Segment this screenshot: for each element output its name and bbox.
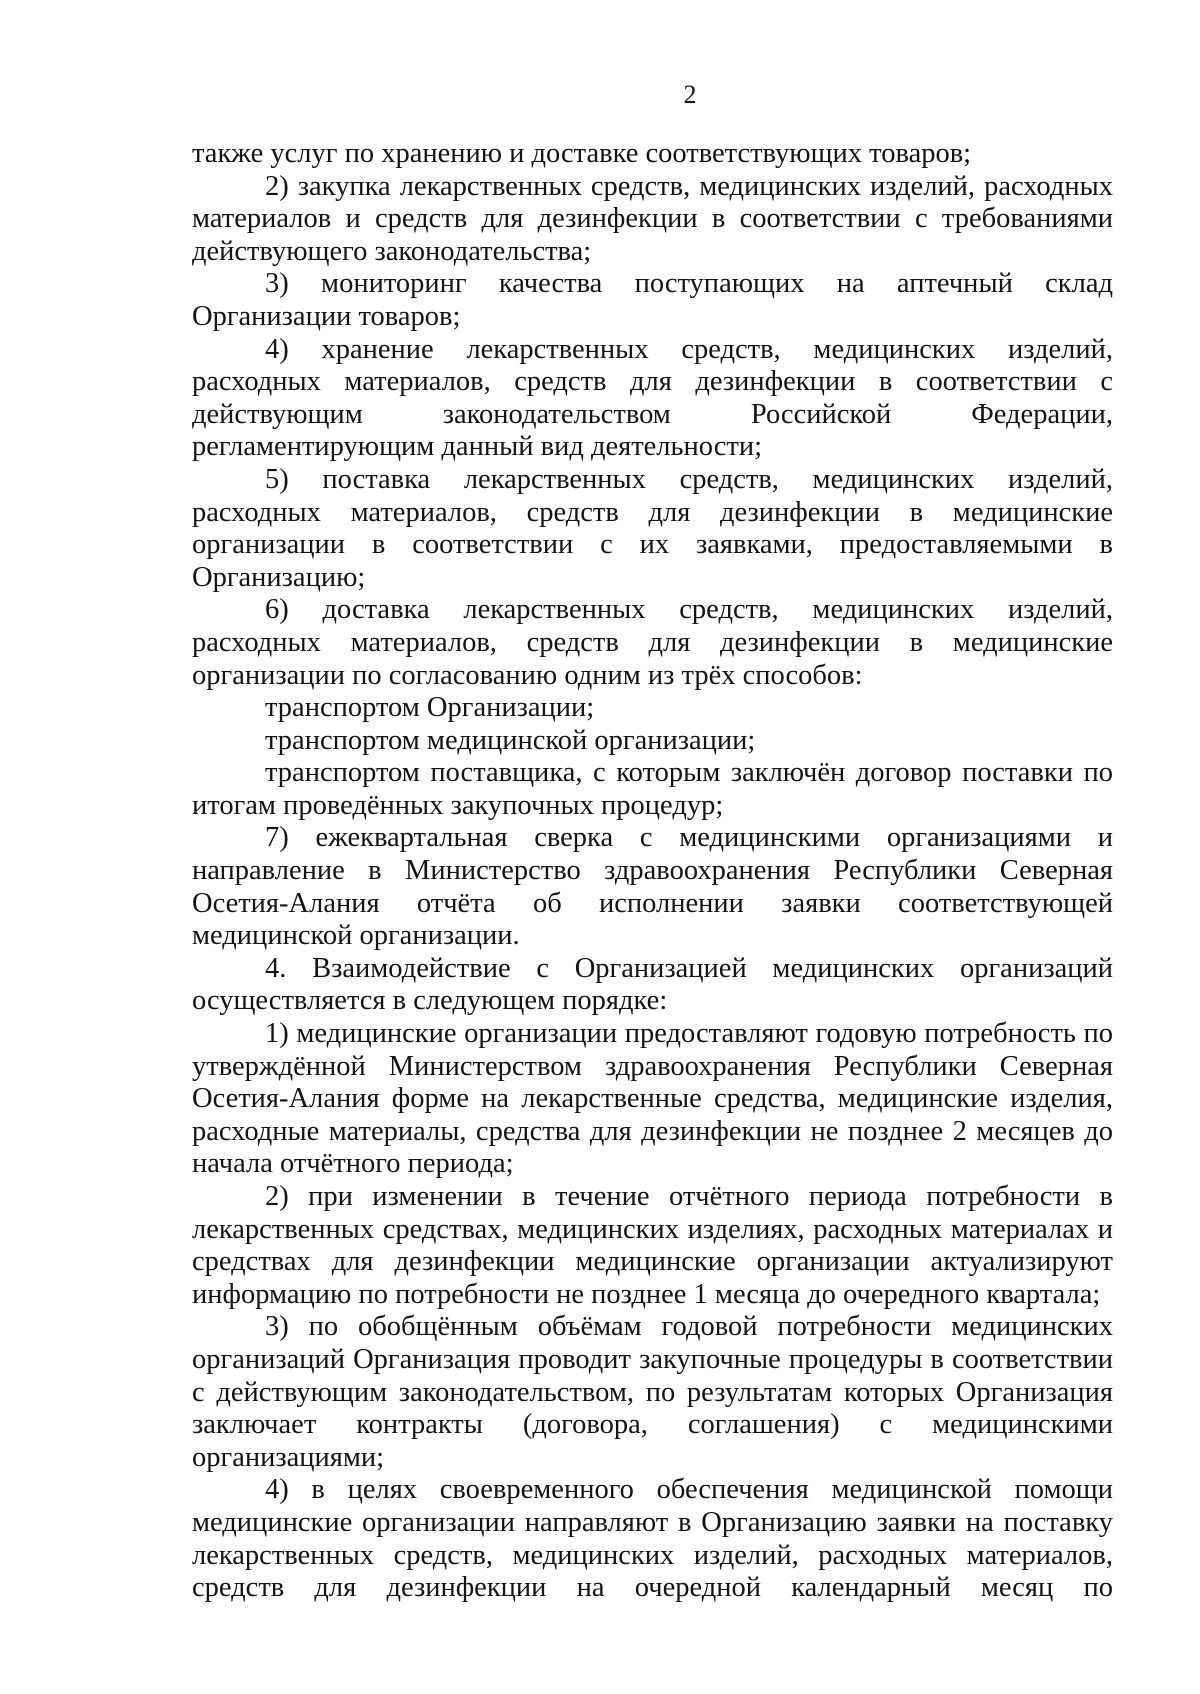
- paragraph: 3) по обобщённым объёмам годовой потребности медицинских организаций Организация проводит закупочные процедуры в соответствии с действующим законодательством, по результатам которых Организация заключает контракты (договора, соглашения) с медицинскими организациями;: [192, 1311, 1113, 1473]
- paragraph: 2) закупка лекарственных средств, медицинских изделий, расходных материалов и средств для дезинфекции в соответствии с требованиями действующего законодательства;: [192, 170, 1113, 267]
- page-number: 2: [683, 80, 697, 109]
- paragraph: 6) доставка лекарственных средств, медицинских изделий, расходных материалов, средств для дезинфекции в медицинские организации по согласованию одним из трёх способов:: [192, 594, 1113, 691]
- paragraph: 7) ежеквартальная сверка с медицинскими организациями и направление в Министерство здравоохранения Республики Северная Осетия-Алания отчёта об исполнении заявки соответствующей медицинской организации.: [192, 822, 1113, 952]
- paragraph: транспортом медицинской организации;: [265, 724, 756, 756]
- paragraph: 4) хранение лекарственных средств, медицинских изделий, расходных материалов, средств для дезинфекции в соответствии с действующим законодательством Российской Федерации, регламентирующим данный вид деятельности;: [192, 333, 1113, 463]
- document-body: [192, 138, 1113, 1605]
- paragraph: также услуг по хранению и доставке соответствующих товаров;: [192, 138, 972, 169]
- paragraph: 2) при изменении в течение отчётного периода потребности в лекарственных средствах, медицинских изделиях, расходных материалах и средствах для дезинфекции медицинские организации актуализируют информацию по потребности не позднее 1 месяца до очередного квартала;: [192, 1181, 1113, 1310]
- paragraph: 1) медицинские организации предоставляют годовую потребность по утверждённой Министерством здравоохранения Республики Северная Осетия-Алания форме на лекарственные средства, медицинские изделия, расходные материалы, средства для дезинфекции не позднее 2 месяцев до начала отчётного периода;: [192, 1018, 1113, 1180]
- paragraph: 3) мониторинг качества поступающих на аптечный склад Организации товаров;: [192, 268, 1113, 332]
- paragraph: транспортом Организации;: [265, 692, 595, 724]
- paragraph: 5) поставка лекарственных средств, медицинских изделий, расходных материалов, средств для дезинфекции в медицинские организации в соответствии с их заявками, предоставляемыми в Организацию;: [192, 463, 1113, 593]
- paragraph: 4) в целях своевременного обеспечения медицинской помощи медицинские организации направляют в Организацию заявки на поставку лекарственных средств, медицинских изделий, расходных материалов, средств для дезинфекции на очередной календарный месяц по: [192, 1474, 1113, 1604]
- paragraph: 4. Взаимодействие с Организацией медицинских организаций осуществляется в следующем порядке:: [192, 952, 1113, 1017]
- paragraph: транспортом поставщика, с которым заключён договор поставки по итогам проведённых закупочных процедур;: [192, 757, 1113, 821]
